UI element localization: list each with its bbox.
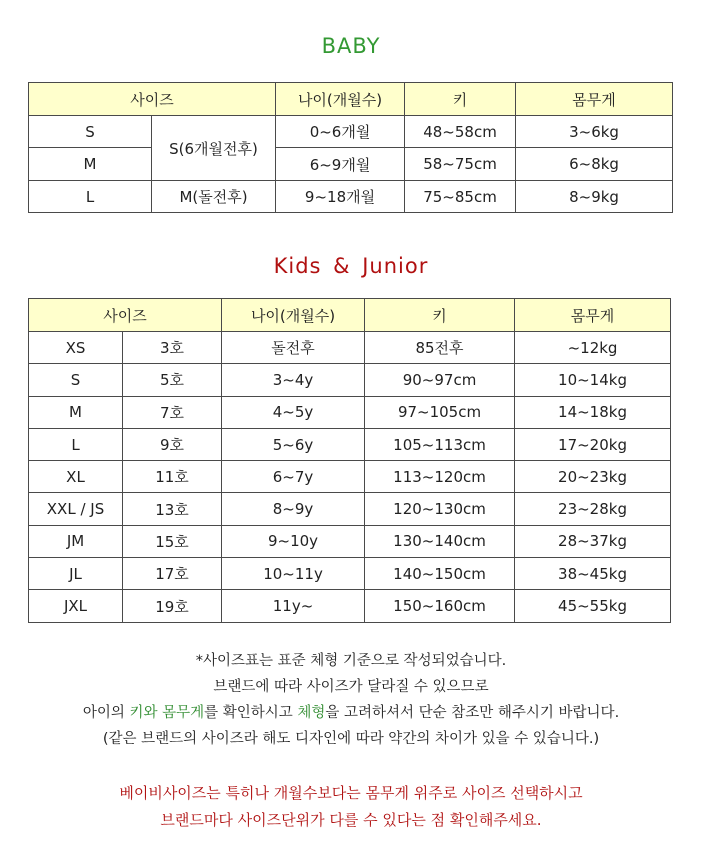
height-cell: 105~113cm: [365, 428, 515, 460]
height-cell: 75~85cm: [405, 181, 516, 213]
height-cell: 140~150cm: [365, 558, 515, 590]
weight-cell: 23~28kg: [515, 493, 671, 525]
height-cell: 130~140cm: [365, 525, 515, 557]
highlight-body-type: 체형: [297, 705, 326, 721]
height-cell: 120~130cm: [365, 493, 515, 525]
size-notes: [0, 648, 702, 752]
weight-cell: 10~14kg: [515, 364, 671, 396]
table-row: [29, 525, 671, 557]
age-cell: 11y~: [222, 590, 365, 622]
size-cell: S: [29, 364, 123, 396]
table-row: [29, 116, 673, 148]
age-cell: 10~11y: [222, 558, 365, 590]
size-cell: JL: [29, 558, 123, 590]
table-row: [29, 148, 673, 181]
size-cell: L: [29, 181, 152, 213]
age-cell: 8~9y: [222, 493, 365, 525]
kids-header-size: 사이즈: [29, 299, 222, 332]
size-cell: S: [29, 116, 152, 148]
weight-cell: 8~9kg: [516, 181, 673, 213]
weight-cell: 45~55kg: [515, 590, 671, 622]
note-text: 아이의: [82, 705, 130, 721]
height-cell: 58~75cm: [405, 148, 516, 181]
weight-cell: 28~37kg: [515, 525, 671, 557]
size-label-cell: S(6개월전후): [152, 116, 276, 181]
baby-header-age: 나이(개월수): [276, 83, 405, 116]
note-text: 를 확인하시고: [204, 705, 298, 721]
weight-cell: 38~45kg: [515, 558, 671, 590]
size-number-cell: 9호: [123, 428, 222, 460]
table-row: [29, 428, 671, 460]
note-line-4: (같은 브랜드의 사이즈라 해도 디자인에 따라 약간의 차이가 있을 수 있습니다.): [102, 731, 600, 747]
warning-line-2: 브랜드마다 사이즈단위가 다를 수 있다는 점 확인해주세요.: [160, 811, 542, 829]
baby-header-size: 사이즈: [29, 83, 276, 116]
table-row: [29, 181, 673, 213]
age-cell: 3~4y: [222, 364, 365, 396]
size-cell: M: [29, 148, 152, 181]
height-cell: 85전후: [365, 332, 515, 364]
highlight-height-weight: 키와 몸무게: [129, 705, 205, 721]
age-cell: 9~10y: [222, 525, 365, 557]
warning-notes: [0, 780, 702, 834]
age-cell: 9~18개월: [276, 181, 405, 213]
table-row: [29, 396, 671, 428]
baby-header-weight: 몸무게: [516, 83, 673, 116]
size-label-cell: M(돌전후): [152, 181, 276, 213]
kids-header-age: 나이(개월수): [222, 299, 365, 332]
note-line-2: 브랜드에 따라 사이즈가 달라질 수 있으므로: [213, 679, 489, 695]
age-cell: 6~9개월: [276, 148, 405, 181]
size-number-cell: 3호: [123, 332, 222, 364]
warning-line-1: 베이비사이즈는 특히나 개월수보다는 몸무게 위주로 사이즈 선택하시고: [119, 784, 583, 802]
size-number-cell: 7호: [123, 396, 222, 428]
table-row: [29, 493, 671, 525]
height-cell: 48~58cm: [405, 116, 516, 148]
size-number-cell: 19호: [123, 590, 222, 622]
note-line-1: *사이즈표는 표준 체형 기준으로 작성되었습니다.: [195, 653, 507, 669]
size-number-cell: 11호: [123, 461, 222, 493]
height-cell: 113~120cm: [365, 461, 515, 493]
table-row: [29, 558, 671, 590]
table-row: [29, 461, 671, 493]
table-row: [29, 590, 671, 622]
weight-cell: ~12kg: [515, 332, 671, 364]
height-cell: 150~160cm: [365, 590, 515, 622]
age-cell: 돌전후: [222, 332, 365, 364]
weight-cell: 17~20kg: [515, 428, 671, 460]
size-number-cell: 13호: [123, 493, 222, 525]
age-cell: 0~6개월: [276, 116, 405, 148]
height-cell: 97~105cm: [365, 396, 515, 428]
weight-cell: 6~8kg: [516, 148, 673, 181]
baby-header-height: 키: [405, 83, 516, 116]
size-number-cell: 5호: [123, 364, 222, 396]
kids-title: Kids & Junior: [273, 254, 429, 278]
age-cell: 4~5y: [222, 396, 365, 428]
size-number-cell: 15호: [123, 525, 222, 557]
size-cell: XS: [29, 332, 123, 364]
baby-title: BABY: [321, 34, 381, 58]
size-cell: XL: [29, 461, 123, 493]
kids-size-table: [28, 298, 671, 623]
baby-size-table: [28, 82, 673, 213]
age-cell: 6~7y: [222, 461, 365, 493]
size-cell: M: [29, 396, 123, 428]
weight-cell: 14~18kg: [515, 396, 671, 428]
note-text: 을 고려하셔서 단순 참조만 해주시기 바랍니다.: [325, 705, 620, 721]
note-line-3: [0, 700, 702, 726]
table-row: [29, 364, 671, 396]
height-cell: 90~97cm: [365, 364, 515, 396]
table-row: [29, 332, 671, 364]
kids-header-height: 키: [365, 299, 515, 332]
weight-cell: 20~23kg: [515, 461, 671, 493]
size-cell: L: [29, 428, 123, 460]
size-cell: JXL: [29, 590, 123, 622]
weight-cell: 3~6kg: [516, 116, 673, 148]
age-cell: 5~6y: [222, 428, 365, 460]
size-cell: XXL / JS: [29, 493, 123, 525]
size-cell: JM: [29, 525, 123, 557]
size-number-cell: 17호: [123, 558, 222, 590]
kids-header-weight: 몸무게: [515, 299, 671, 332]
